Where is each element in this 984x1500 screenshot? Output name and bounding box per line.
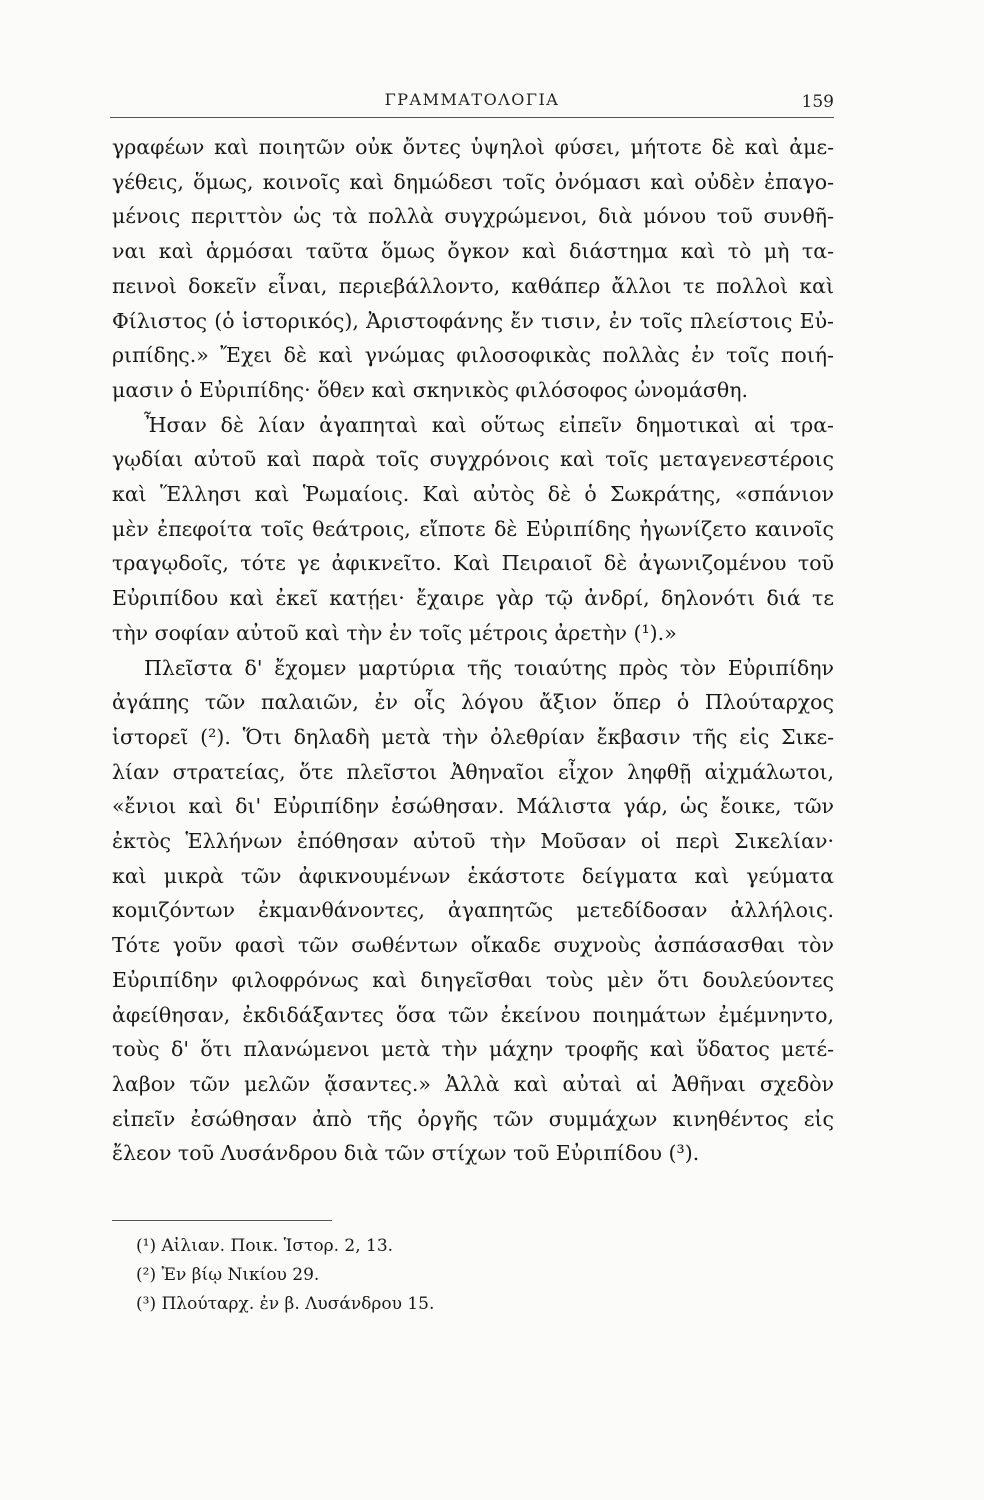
text-line: μὲν ἐπεφοίτα τοῖς θεάτροις, εἴποτε δὲ Εὐριπίδης ἠγωνίζετο καινοῖς <box>112 516 834 541</box>
text-line: ριπίδης.» Ἔχει δὲ καὶ γνώμας φιλοσοφικὰς πολλὰς ἐν τοῖς ποιή- <box>112 343 834 368</box>
footnote: (²) Ἐν βίῳ Νικίου 29. <box>136 1265 320 1285</box>
text-line: καὶ Ἕλλησι καὶ Ῥωμαίοις. Καὶ αὐτὸς δὲ ὁ Σωκράτης, «σπάνιον <box>112 482 834 507</box>
text-line: ἔλεον τοῦ Λυσάνδρου διὰ τῶν στίχων τοῦ Εὐριπίδου (³). <box>112 1141 700 1166</box>
text-line: Εὐριπίδην φιλοφρόνως καὶ διηγεῖσθαι τοὺς μὲν ὅτι δουλεύοντες <box>112 967 834 992</box>
text-line: Πλεῖστα δ' ἔχομεν μαρτύρια τῆς τοιαύτης πρὸς τὸν Εὐριπίδην <box>144 655 834 680</box>
text-line: Τότε γοῦν φασὶ τῶν σωθέντων οἴκαδε συχνοὺς ἀσπάσασθαι τὸν <box>112 933 834 958</box>
text-line: εἰπεῖν ἐσώθησαν ἀπὸ τῆς ὀργῆς τῶν συμμάχων κινηθέντος εἰς <box>112 1106 834 1131</box>
text-line: κομιζόντων ἐκμανθάνοντες, ἀγαπητῶς μετεδίδοσαν ἀλλήλοις. <box>112 898 834 923</box>
text-line: Ἦσαν δὲ λίαν ἀγαπηταὶ καὶ οὕτως εἰπεῖν δημοτικαὶ αἱ τρα- <box>144 412 834 437</box>
text-line: ἱστορεῖ (²). Ὅτι δηλαδὴ μετὰ τὴν ὀλεθρίαν ἔκβασιν τῆς εἰς Σικε- <box>112 724 834 749</box>
body-text <box>112 130 834 1171</box>
running-title: ΓΡΑΜΜΑΤΟΛΟΓΙΑ <box>384 90 560 109</box>
text-line: ναι καὶ ἁρμόσαι ταῦτα ὅμως ὄγκον καὶ διάστημα καὶ τὸ μὴ τα- <box>112 239 834 264</box>
text-line: ἀφείθησαν, ἐκδιδάξαντες ὅσα τῶν ἐκείνου ποιημάτων ἐμέμνηντο, <box>112 1002 834 1027</box>
text-line: ἀγάπης τῶν παλαιῶν, ἐν οἷς λόγου ἄξιον ὅπερ ὁ Πλούταρχος <box>112 690 834 715</box>
text-line: γραφέων καὶ ποιητῶν οὐκ ὄντες ὑψηλοὶ φύσει, μήτοτε δὲ καὶ ἀμε- <box>112 135 834 159</box>
text-line: Εὐριπίδου καὶ ἐκεῖ κατῄει· ἔχαιρε γὰρ τῷ ἀνδρί, δηλονότι διά τε <box>112 586 834 611</box>
footnote-rule <box>112 1220 332 1221</box>
text-line: τὴν σοφίαν αὐτοῦ καὶ τὴν ἐν τοῖς μέτροις ἀρετὴν (¹).» <box>112 620 677 645</box>
header-rule <box>110 117 834 118</box>
footnote: (¹) Αἰλιαν. Ποικ. Ἱστορ. 2, 13. <box>136 1236 394 1256</box>
footnote: (³) Πλούταρχ. ἐν β. Λυσάνδρου 15. <box>136 1294 435 1314</box>
text-line: γέθεις, ὅμως, κοινοῖς καὶ δημώδεσι τοῖς ὀνόμασι καὶ οὐδὲν ἐπαγο- <box>112 169 834 194</box>
text-line: τοὺς δ' ὅτι πλανώμενοι μετὰ τὴν μάχην τροφῆς καὶ ὕδατος μετέ- <box>112 1037 834 1062</box>
text-line: καὶ μικρὰ τῶν ἀφικνουμένων ἑκάστοτε δείγματα καὶ γεύματα <box>112 863 834 888</box>
page-header <box>110 80 834 120</box>
text-line: γῳδίαι αὐτοῦ καὶ παρὰ τοῖς συγχρόνοις καὶ τοῖς μεταγενεστέροις <box>112 447 834 472</box>
text-line: ἐκτὸς Ἑλλήνων ἐπόθησαν αὐτοῦ τὴν Μοῦσαν οἱ περὶ Σικελίαν· <box>112 829 834 854</box>
footnotes <box>136 1232 736 1319</box>
text-line: πεινοὶ δοκεῖν εἶναι, περιεβάλλοντο, καθάπερ ἄλλοι τε πολλοὶ καὶ <box>112 273 834 298</box>
text-line: Φίλιστος (ὁ ἱστορικός), Ἀριστοφάνης ἔν τισιν, ἐν τοῖς πλείστοις Εὐ- <box>112 308 834 333</box>
text-line: τραγῳδοῖς, τότε γε ἀφικνεῖτο. Καὶ Πειραιοῖ δὲ ἀγωνιζομένου τοῦ <box>112 551 834 576</box>
text-line: «ἔνιοι καὶ δι' Εὐριπίδην ἐσώθησαν. Μάλιστα γάρ, ὡς ἔοικε, τῶν <box>112 794 834 819</box>
text-line: μασιν ὁ Εὐριπίδης· ὅθεν καὶ σκηνικὸς φιλόσοφος ὠνομάσθη. <box>112 377 749 402</box>
text-line: λίαν στρατείας, ὅτε πλεῖστοι Ἀθηναῖοι εἶχον ληφθῇ αἰχμάλωτοι, <box>112 759 834 784</box>
page-number: 159 <box>801 92 834 112</box>
text-line: μένοις περιττὸν ὡς τὰ πολλὰ συγχρώμενοι, διὰ μόνου τοῦ συνθῆ- <box>112 204 834 229</box>
text-line: λαβον τῶν μελῶν ᾄσαντες.» Ἀλλὰ καὶ αὐταὶ αἱ Ἀθῆναι σχεδὸν <box>112 1071 834 1096</box>
